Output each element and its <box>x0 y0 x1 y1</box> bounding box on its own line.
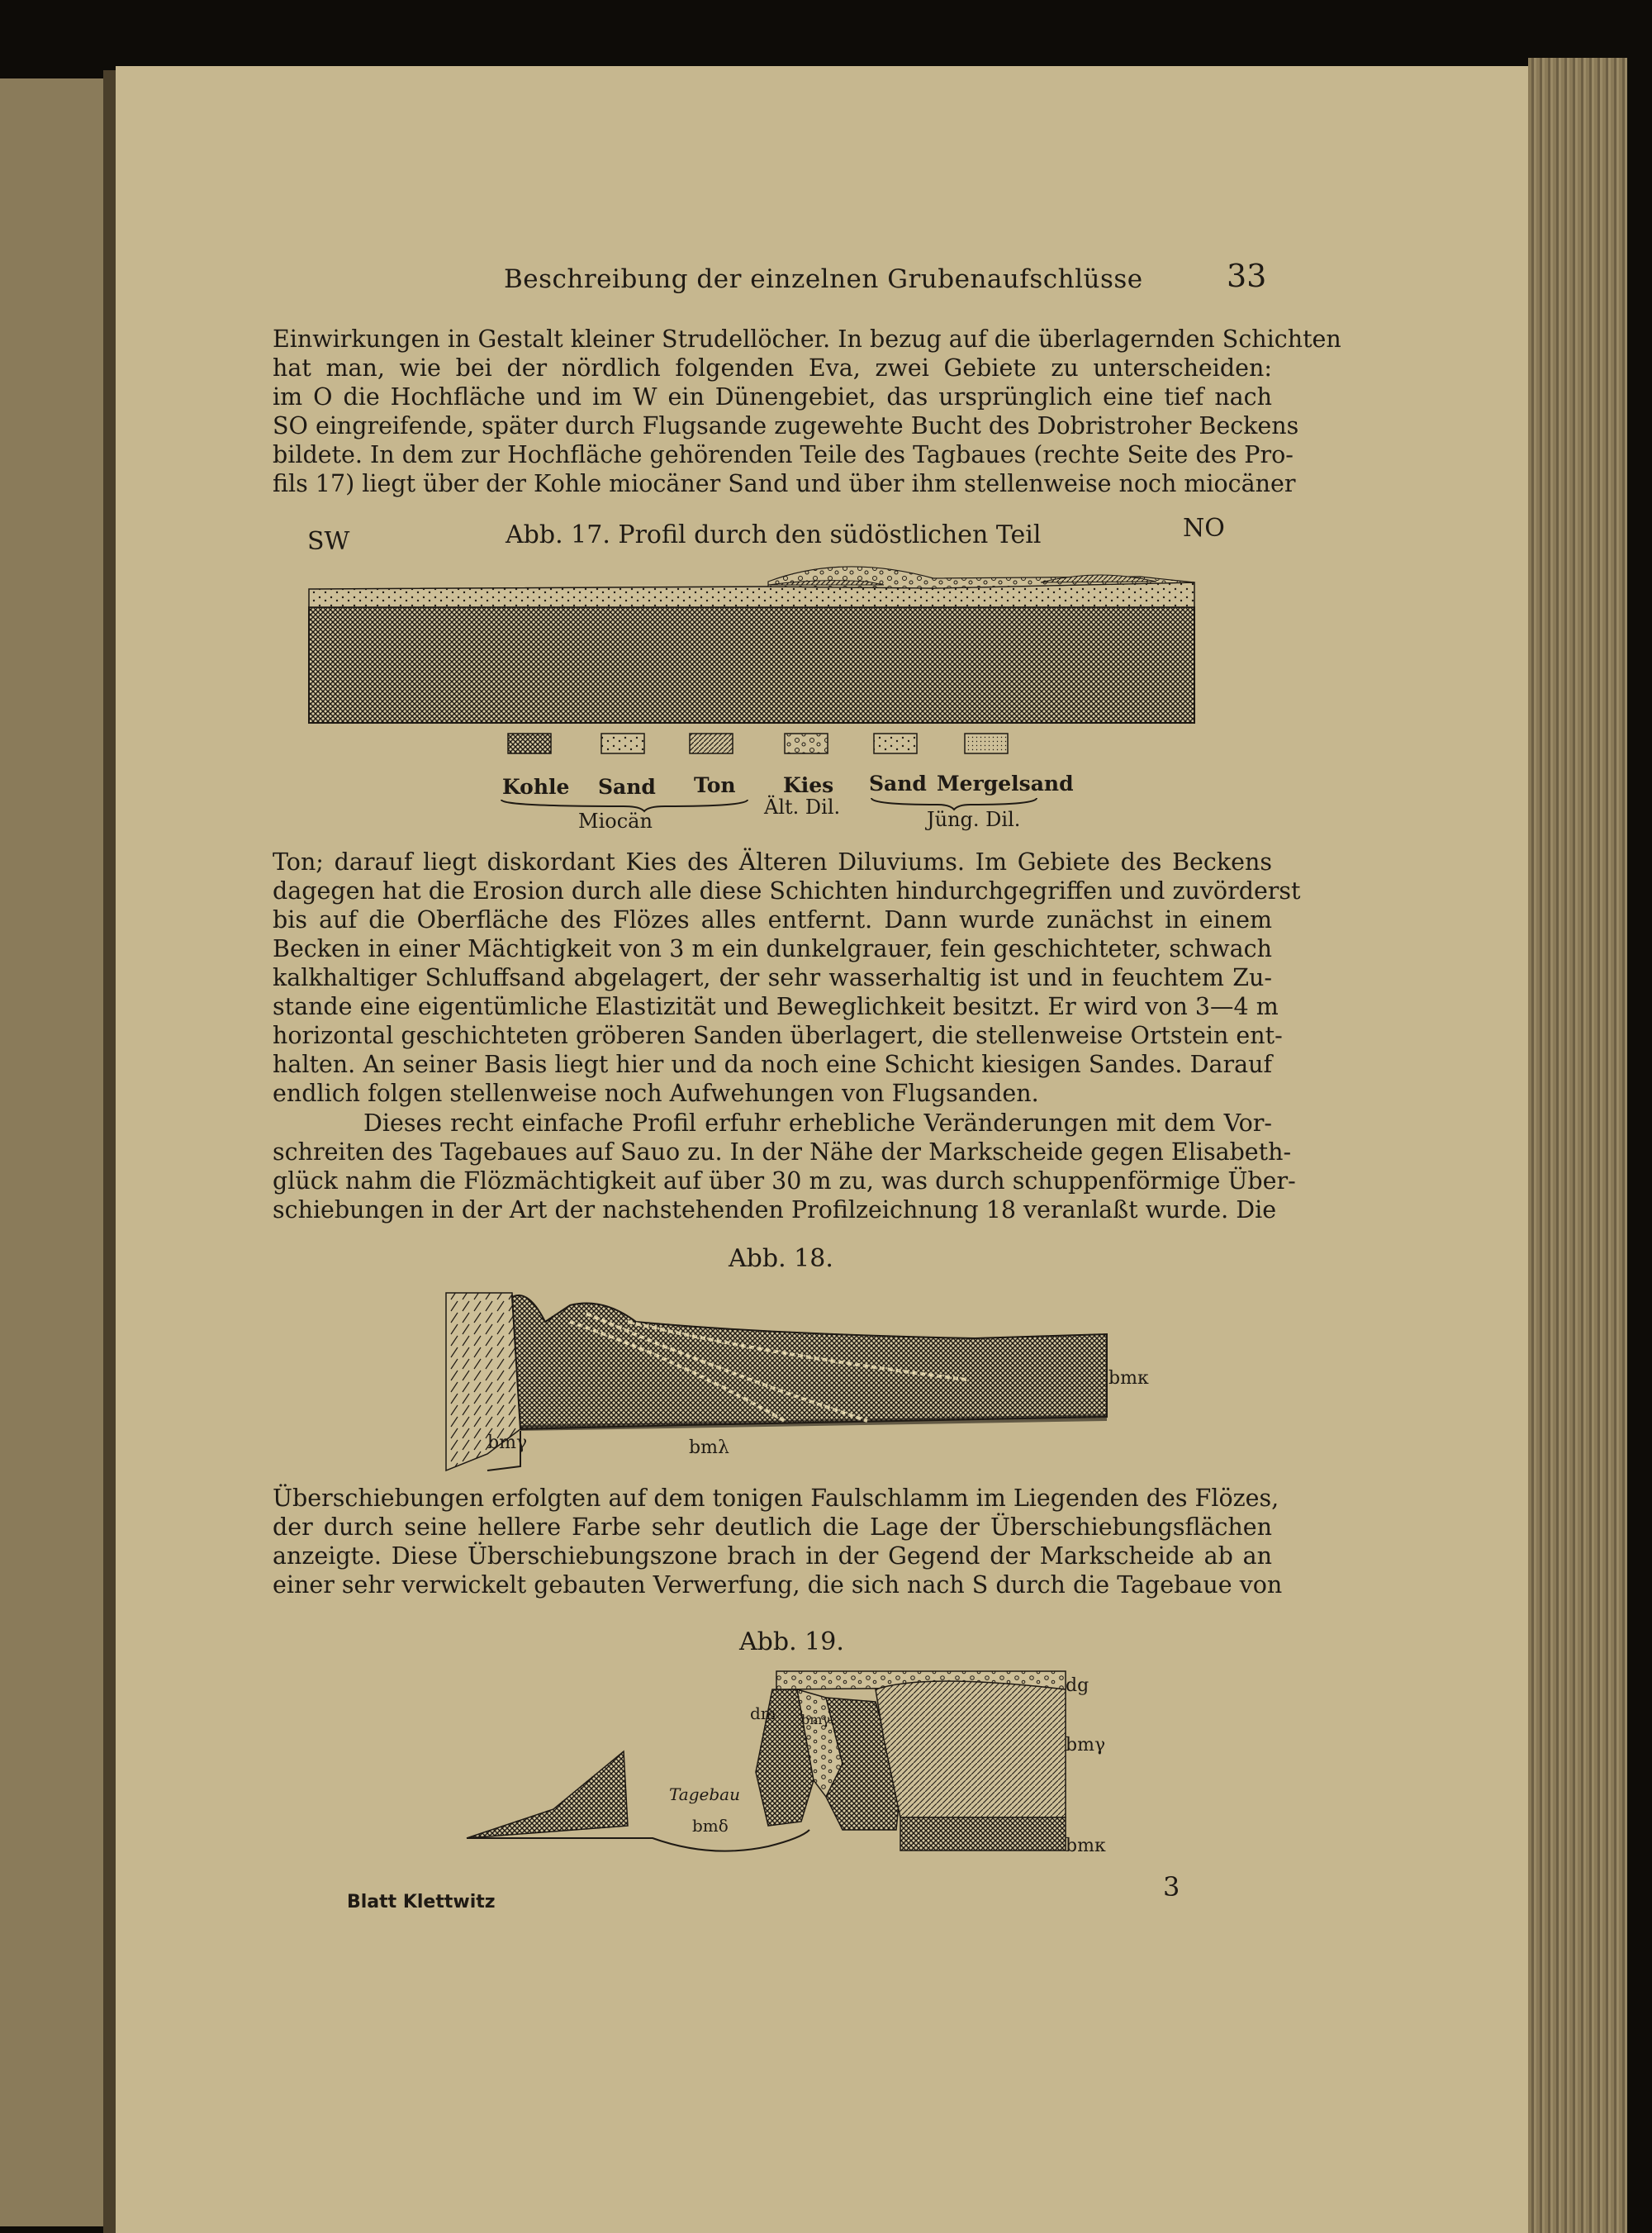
text-line: fils 17) liegt über der Kohle miocäner Sand und über ihm stellenweise noch miocäner <box>273 470 1296 497</box>
text-line: endlich folgen stellenweise noch Aufwehungen von Flugsanden. <box>273 1080 1039 1107</box>
sand-layer <box>309 582 1194 607</box>
text-line: glück nahm die Flözmächtigkeit auf über 30 m zu, was durch schuppenförmige Über- <box>273 1167 1296 1195</box>
legend-mergelsand: Mergelsand <box>937 772 1074 796</box>
legend-kies: Kies <box>783 773 834 797</box>
text-line: hat man, wie bei der nördlich folgenden Eva, zwei Gebiete zu unterscheiden: <box>273 354 1272 382</box>
legend-swatch-ton <box>690 734 733 753</box>
kohle-layer <box>309 607 1194 723</box>
text-line: stande eine eigentümliche Elastizität und Beweglichkeit besitzt. Er wird von 3—4 m <box>273 993 1279 1020</box>
fig19-label-bmy-inner: bmγ <box>801 1712 830 1727</box>
text-line: Ton; darauf liegt diskordant Kies des Älteren Diluviums. Im Gebiete des Beckens <box>273 848 1272 876</box>
legend-swatch-sand-jung <box>874 734 917 753</box>
legend-swatch-mergelsand <box>965 734 1008 753</box>
legend-swatch-kohle <box>508 734 551 753</box>
fig19-label-bmk: bmκ <box>1066 1836 1106 1856</box>
paragraph-3 <box>273 1109 1296 1224</box>
text-line: Becken in einer Mächtigkeit von 3 m ein dunkelgrauer, fein geschichteter, schwach <box>273 935 1272 962</box>
legend-swatch-kies <box>785 734 828 753</box>
fig19-profile <box>463 1665 1074 1863</box>
legend-alt-dil: Ält. Dil. <box>764 796 841 819</box>
legend-jung-dil: Jüng. Dil. <box>927 808 1021 831</box>
text-line: schreiten des Tagebaues auf Sauo zu. In der Nähe der Markscheide gegen Elisabeth- <box>273 1138 1292 1166</box>
footer-sheet-number: 3 <box>1163 1871 1180 1903</box>
fig17-profile <box>306 545 1239 735</box>
text-line: schiebungen in der Art der nachstehenden Profilzeichnung 18 veranlaßt wurde. Die <box>273 1196 1277 1223</box>
fig17-legend-swatches <box>496 727 1032 760</box>
paragraph-4 <box>273 1484 1283 1599</box>
text-line: kalkhaltiger Schluffsand abgelagert, der sehr wasserhaltig ist und in feuchtem Zu- <box>273 964 1272 991</box>
text-line: halten. An seiner Basis liegt hier und da noch eine Schicht kiesigen Sandes. Darauf <box>273 1051 1272 1078</box>
fig19-left-slope <box>467 1751 628 1838</box>
page-number: 33 <box>1227 258 1267 294</box>
text-line: der durch seine hellere Farbe sehr deutlich die Lage der Überschiebungsflächen <box>273 1513 1272 1541</box>
paragraph-1 <box>273 325 1341 498</box>
fig18-label-bmy: bmγ <box>487 1432 528 1453</box>
text-line: dagegen hat die Erosion durch alle diese Schichten hindurchgegriffen und zuvörderst <box>273 877 1301 905</box>
text-line: einer sehr verwickelt gebauten Verwerfung, die sich nach S durch die Tagebaue von <box>273 1571 1283 1599</box>
fig19-label-bmy: bmγ <box>1066 1735 1106 1756</box>
legend-sand: Sand <box>598 775 656 799</box>
text-line: SO eingreifende, später durch Flugsande zugewehte Bucht des Dobristroher Beckens <box>273 412 1299 439</box>
footer-sheet-title: Blatt Klettwitz <box>347 1892 496 1912</box>
text-line: bildete. In dem zur Hochfläche gehörenden Teile des Tagbaues (rechte Seite des Pro- <box>273 441 1294 468</box>
fig18-caption: Abb. 18. <box>729 1244 833 1273</box>
page-edges <box>1528 58 1627 2233</box>
text-line: Dieses recht einfache Profil erfuhr erhebliche Veränderungen mit dem Vor- <box>363 1109 1272 1137</box>
text-line: bis auf die Oberfläche des Flözes alles entfernt. Dann wurde zunächst in einem <box>273 906 1272 934</box>
bmk-layer <box>900 1817 1066 1851</box>
text-line: Überschiebungen erfolgten auf dem tonigen Faulschlamm im Liegenden des Flözes, <box>273 1485 1279 1512</box>
fig18-label-bmk: bmκ <box>1108 1368 1149 1389</box>
text-line: horizontal geschichteten gröberen Sanden überlagert, die stellenweise Ortstein ent- <box>273 1022 1283 1049</box>
legend-sand-jung: Sand <box>869 772 927 796</box>
fig18-label-bml: bmλ <box>689 1437 729 1458</box>
ton-lens <box>1041 575 1156 582</box>
running-header: Beschreibung der einzelnen Grubenaufschlüsse <box>504 264 1143 294</box>
bmy-block <box>876 1681 1066 1817</box>
legend-swatch-sand <box>601 734 644 753</box>
text-line: im O die Hochfläche und im W ein Dünengebiet, das ursprünglich eine tief nach <box>273 383 1272 411</box>
fig17-caption: Abb. 17. Profil durch den südöstlichen Teil <box>506 520 1042 549</box>
paragraph-2 <box>273 848 1301 1108</box>
fig19-label-bmd: bmδ <box>692 1816 729 1836</box>
fig18-profile <box>438 1289 1132 1487</box>
legend-miocan: Miocän <box>578 810 653 833</box>
fig19-label-dm: dm <box>750 1703 776 1723</box>
legend-kohle: Kohle <box>502 775 570 799</box>
fig17-right-label: NO <box>1183 514 1225 543</box>
fig19-label-tagebau: Tagebau <box>669 1784 740 1804</box>
text-line: Einwirkungen in Gestalt kleiner Strudellöcher. In bezug auf die überlagernden Schichten <box>273 325 1341 353</box>
fig17-left-label: SW <box>307 527 350 556</box>
legend-ton: Ton <box>694 773 736 797</box>
text-line: anzeigte. Diese Überschiebungszone brach in der Gegend der Markscheide ab an <box>273 1542 1272 1570</box>
left-page-edge <box>0 78 112 2226</box>
fig19-caption: Abb. 19. <box>739 1627 844 1656</box>
fig19-label-dg: dg <box>1066 1675 1089 1696</box>
kohle-flöz <box>512 1295 1107 1429</box>
